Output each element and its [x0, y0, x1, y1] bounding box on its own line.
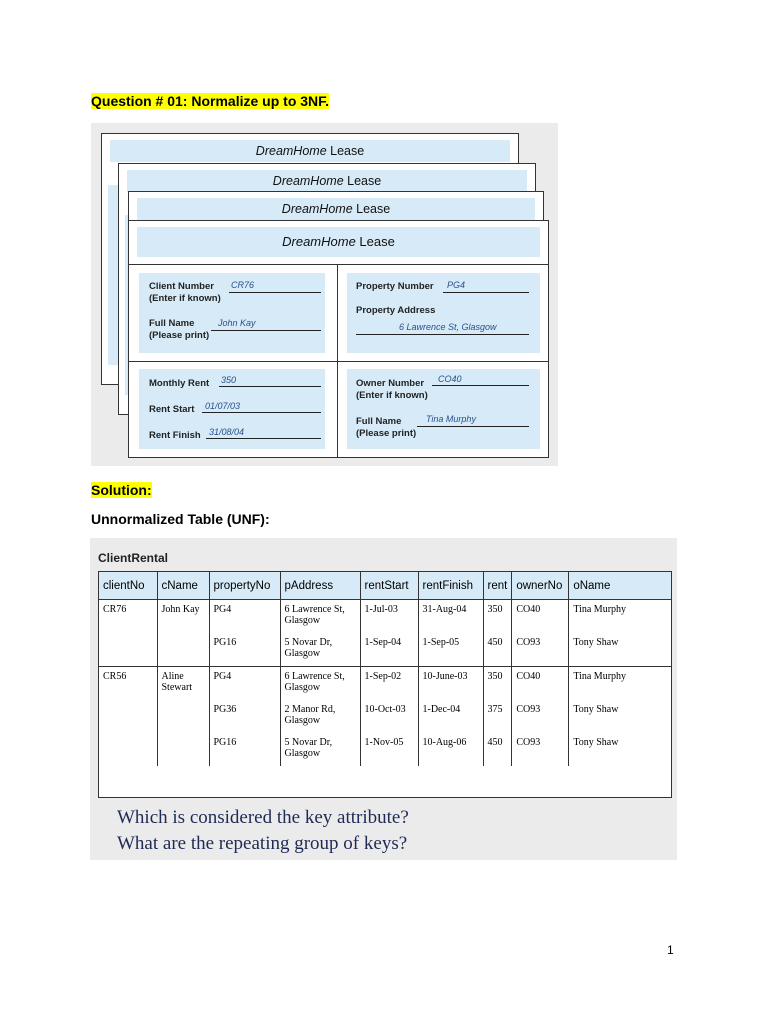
lease-sheet-front [128, 220, 549, 458]
table-row [99, 733, 671, 766]
rent-finish-label: Rent Finish [149, 430, 201, 441]
table-cell: 6 Lawrence St, Glasgow [280, 667, 360, 701]
lease-sheet-title: DreamHome Lease [127, 170, 527, 192]
table-cell: Tony Shaw [573, 637, 619, 648]
table-row [99, 633, 671, 667]
lease-sheet-title: DreamHome Lease [137, 227, 540, 257]
table-cell: 1-Sep-02 [360, 667, 418, 701]
col-header: propertyNo [209, 572, 280, 600]
unf-table-figure [90, 538, 677, 860]
property-number-value: PG4 [447, 280, 466, 290]
table-cell [157, 633, 209, 667]
lease-sheet-title: DreamHome Lease [137, 198, 535, 220]
col-header: rent [483, 572, 512, 600]
col-header: rentFinish [418, 572, 483, 600]
table-cell [99, 633, 157, 667]
table-cell: PG4 [209, 600, 280, 634]
table-cell: PG36 [209, 700, 280, 733]
table-row [99, 700, 671, 733]
monthly-rent-value: 350 [221, 375, 237, 385]
table-cell: CO40 [512, 667, 569, 701]
table-cell: PG16 [209, 733, 280, 766]
table-cell: Tina Murphy [573, 604, 627, 615]
table-cell [99, 700, 157, 733]
table-cell: CO93 [512, 700, 569, 733]
rent-start-label: Rent Start [149, 404, 195, 415]
col-header: pAddress [280, 572, 360, 600]
table-cell: 450 [483, 633, 512, 667]
table-cell: 1-Jul-03 [360, 600, 418, 634]
question-heading: Question # 01: Normalize up to 3NF. [91, 93, 330, 109]
col-header: clientNo [99, 572, 157, 600]
full-name-label: Full Name (Please print) [149, 318, 210, 341]
table-cell [157, 700, 209, 733]
property-address-value: 6 Lawrence St, Glasgow [399, 322, 497, 332]
table-header-row [99, 572, 671, 600]
table-name: ClientRental [98, 551, 169, 565]
client-number-label: Client Number (Enter if known) [149, 281, 221, 304]
owner-number-label: Owner Number (Enter if known) [356, 378, 428, 401]
table-cell: 5 Novar Dr, Glasgow [280, 633, 360, 667]
table-cell: 350 [483, 600, 512, 634]
table-cell: CR76 [99, 600, 157, 634]
table-cell [157, 733, 209, 766]
lease-form-figure [91, 123, 558, 466]
col-header: oName [569, 572, 671, 600]
table-cell: CR56 [99, 667, 157, 701]
table-cell: 10-June-03 [418, 667, 483, 701]
table-cell: 5 Novar Dr, Glasgow [280, 733, 360, 766]
table-cell: Tina Murphy [569, 667, 671, 701]
table-cell: 1-Dec-04 [418, 700, 483, 733]
table-row [99, 600, 671, 634]
client-number-value: CR76 [231, 280, 255, 290]
lease-sheet-title: DreamHome Lease [110, 140, 510, 162]
table-cell: John Kay [157, 600, 209, 634]
table-cell: 1-Nov-05 [360, 733, 418, 766]
table-cell: 450 [483, 733, 512, 766]
full-name-value: John Kay [218, 318, 256, 328]
table-cell: 1-Sep-04 [360, 633, 418, 667]
table-cell: 10-Oct-03 [360, 700, 418, 733]
owner-name-value: Tina Murphy [426, 414, 476, 424]
table-cell: PG4 [209, 667, 280, 701]
table-cell: 350 [483, 667, 512, 701]
table-cell: 6 Lawrence St, Glasgow [280, 600, 360, 634]
table-cell: CO93 [512, 633, 569, 667]
table-cell: Aline Stewart [157, 667, 209, 701]
owner-number-value: CO40 [438, 374, 462, 384]
solution-heading: Solution: [91, 482, 152, 498]
table-cell [99, 733, 157, 766]
table-cell: PG16 [209, 633, 280, 667]
key-attribute-question: Which is considered the key attribute? [117, 807, 409, 828]
property-address-label: Property Address [356, 305, 436, 316]
monthly-rent-label: Monthly Rent [149, 378, 210, 389]
property-number-label: Property Number [356, 281, 434, 292]
table-cell: 10-Aug-06 [418, 733, 483, 766]
unf-heading: Unnormalized Table (UNF): [91, 511, 270, 527]
col-header: cName [157, 572, 209, 600]
table-cell: 375 [483, 700, 512, 733]
table-cell: CO93 [512, 733, 569, 766]
page-number: 1 [667, 943, 674, 957]
owner-name-label: Full Name (Please print) [356, 416, 417, 439]
table-cell: 2 Manor Rd, Glasgow [280, 700, 360, 733]
table-cell: CO40 [512, 600, 569, 634]
table-row [99, 667, 671, 701]
rent-finish-value: 31/08/04 [209, 427, 245, 437]
rent-start-value: 01/07/03 [205, 401, 241, 411]
table-cell: Tony Shaw [573, 737, 619, 748]
repeating-group-question: What are the repeating group of keys? [117, 833, 408, 854]
col-header: rentStart [360, 572, 418, 600]
col-header: ownerNo [512, 572, 569, 600]
table-cell: Tony Shaw [573, 704, 619, 715]
table-cell: 31-Aug-04 [418, 600, 483, 634]
client-rental-table [98, 571, 672, 798]
table-cell: 1-Sep-05 [418, 633, 483, 667]
